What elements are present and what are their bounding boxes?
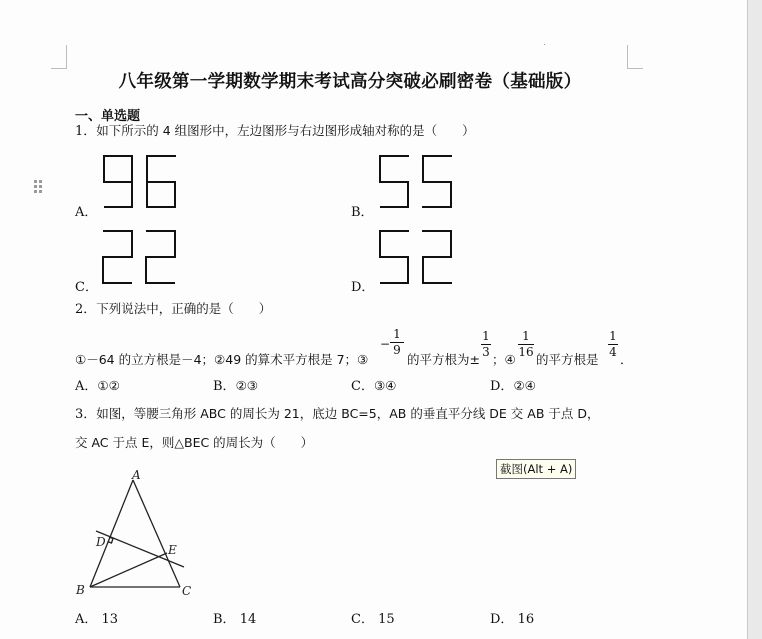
q2-fraction-neg-1-9: − 1 9 <box>384 328 404 357</box>
q3-option-b: B． 14 <box>213 612 257 627</box>
page-corner-marker-left <box>51 45 67 69</box>
document-title: 八年级第一学期数学期末考试高分突破必刷密卷（基础版） <box>118 72 582 92</box>
q2-statement-part4: 的平方根是 <box>536 352 599 367</box>
page-corner-marker-right <box>627 45 643 69</box>
q2-statement-part3: ；④ <box>492 352 516 367</box>
q1-option-d-label: D． <box>351 280 375 295</box>
q1-option-a-label: A． <box>75 205 98 220</box>
question-3-line-1: 3．如图，等腰三角形 ABC 的周长为 21，底边 BC=5，AB 的垂直平分线 DE 交 AB 于点 D， <box>75 406 600 422</box>
q2-option-b: B．②③ <box>213 378 258 394</box>
q2-statement-part5: ． <box>620 352 633 367</box>
label-b: B <box>76 583 85 597</box>
drag-handle-icon[interactable] <box>34 180 42 194</box>
q2-option-d: D．②④ <box>490 378 536 394</box>
triangle-abc-figure <box>70 470 200 600</box>
label-d: D <box>96 535 106 549</box>
label-a: A <box>132 470 141 482</box>
cursor-dot <box>544 44 545 45</box>
question-1: 1．如下所示的 4 组图形中，左边图形与右边图形成轴对称的是（ ） <box>75 123 475 139</box>
q2-fraction-1-3: 1 3 <box>482 329 490 359</box>
question-2: 2．下列说法中，正确的是（ ） <box>75 301 272 317</box>
q3-option-d: D． 16 <box>490 612 535 627</box>
question-2-text: 下列说法中，正确的是（ ） <box>96 301 272 316</box>
question-1-text: 如下所示的 4 组图形中，左边图形与右边图形成轴对称的是（ ） <box>96 123 475 138</box>
q1-option-b-label: B． <box>351 205 374 220</box>
q3-option-c: C． 15 <box>351 612 395 627</box>
section-heading: 一、单选题 <box>75 109 141 124</box>
label-c: C <box>182 584 192 598</box>
q1-option-c-label: C． <box>75 280 98 295</box>
q2-fraction-1-16: 1 16 <box>518 329 534 359</box>
label-e: E <box>168 543 177 557</box>
vertical-scrollbar[interactable] <box>747 0 762 639</box>
q2-statement-part2: 的平方根为± <box>407 352 480 367</box>
q2-fraction-1-4: 1 4 <box>609 329 617 359</box>
q3-option-a: A． 13 <box>75 612 119 627</box>
screenshot-tooltip: 截图(Alt + A) <box>496 459 576 479</box>
q2-statement-part1: ①－64 的立方根是－4；②49 的算术平方根是 7；③ <box>75 352 369 367</box>
question-3-line-2: 交 AC 于点 E，则△BEC 的周长为（ ） <box>75 435 314 450</box>
q2-option-c: C．③④ <box>351 378 397 394</box>
q2-option-a: A．①② <box>75 378 120 394</box>
